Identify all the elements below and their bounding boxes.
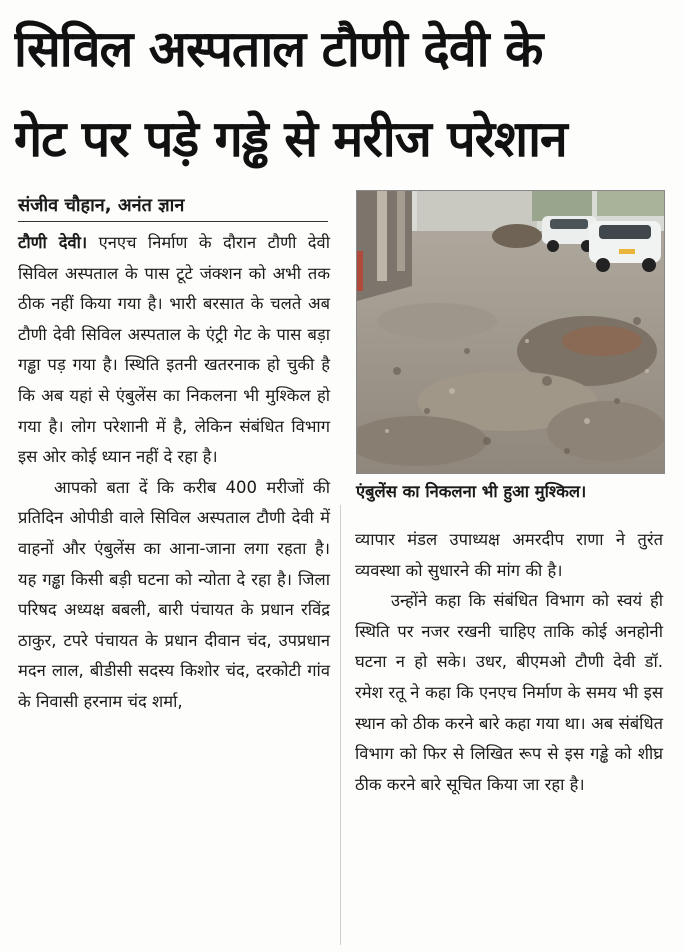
article-paragraph-4: उन्होंने कहा कि संबंधित विभाग को स्वयं ही स्थिति पर नजर रखनी चाहिए ताकि कोई अनहोनी घटना न हो सके। उधर, बीएमओ टौणी देवी डॉ. रमेश रतू ने कहा कि एनएच निर्माण के समय भी इस स्थान को ठीक करने बारे कहा गया था। अब संबंधित विभाग को फिर से लिखित रूप से इस गड्ढे को शीघ्र ठीक करने बारे सूचित किया जा रहा है। [355, 591, 663, 794]
article-column-left [18, 228, 330, 718]
photo-caption: एंबुलेंस का निकलना भी हुआ मुश्किल। [356, 482, 587, 501]
byline: संजीव चौहान, अनंत ज्ञान [18, 193, 328, 222]
article-paragraph-2: आपको बता दें कि करीब 400 मरीजों की प्रतिदिन ओपीडी वाले सिविल अस्पताल टौणी देवी में वाहनों और एंबुलेंस का आना-जाना लगा रहता है। यह गड्ढा किसी बड़ी घटना को न्योता दे रहा है। जिला परिषद अध्यक्ष बबली, बारी पंचायत के प्रधान रविंद्र ठाकुर, टपरे पंचायत के प्रधान दीवान चंद, उपप्रधान मदन लाल, बीडीसी सदस्य किशोर चंद, दरकोटी गांव के निवासी हरनाम चंद शर्मा, [18, 477, 330, 711]
road-pothole-photo [357, 191, 664, 473]
paragraph-1-text: एनएच निर्माण के दौरान टौणी देवी सिविल अस्पताल के पास टूटे जंक्शन को अभी तक ठीक नहीं किया गया है। भारी बरसात के चलते अब टौणी देवी सिविल अस्पताल के एंट्री गेट के पास बड़ा गड्ढा पड़ गया है। स्थिति इतनी खतरनाक हो चुकी है कि अब यहां से एंबुलेंस का निकलना भी मुश्किल हो गया है। लोग परेशानी में है, लेकिन संबंधित विभाग इस ओर कोई ध्यान नहीं दे रहा है। [18, 233, 331, 467]
headline-line-1: सिविल अस्पताल टौणी देवी के [14, 20, 543, 78]
article-paragraph-3: व्यापार मंडल उपाध्यक्ष अमरदीप राणा ने तुरंत व्यवस्था को सुधारने की मांग की है। [355, 530, 663, 580]
dateline: टौणी देवी। [18, 233, 88, 252]
headline [14, 4, 674, 184]
article-paragraph-1 [18, 228, 330, 473]
column-divider [340, 505, 341, 945]
headline-line-2: गेट पर पड़े गड्ढे से मरीज परेशान [14, 110, 567, 168]
article-column-right [355, 525, 663, 800]
news-photo [356, 190, 665, 474]
